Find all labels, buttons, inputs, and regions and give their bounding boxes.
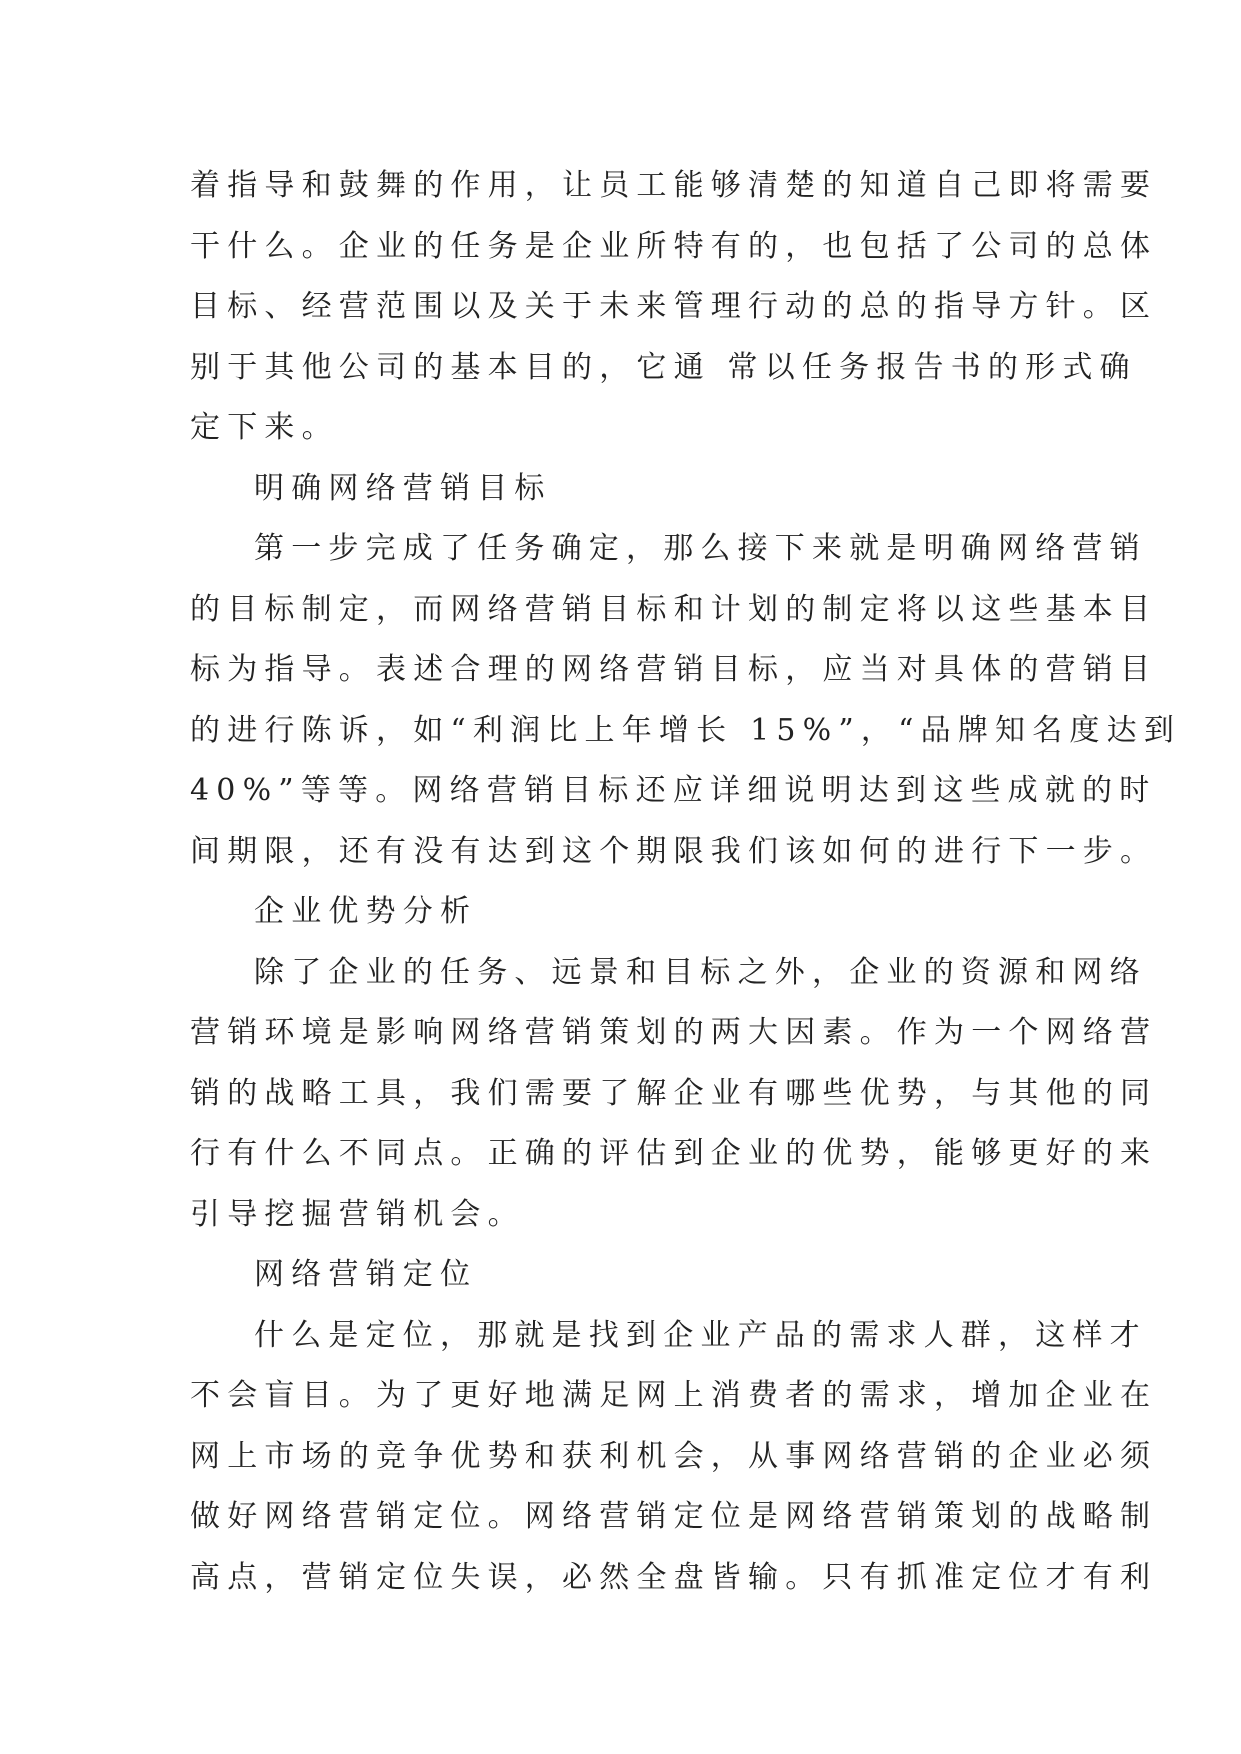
text-line: 别于其他公司的基本目的，它通 常以任务报告书的形式确 [190, 349, 1137, 385]
text-line: 网上市场的竞争优势和获利机会，从事网络营销的企业必须 [190, 1438, 1158, 1474]
text-line: 营销环境是影响网络营销策划的两大因素。作为一个网络营 [190, 1015, 1158, 1050]
paragraph-first-line: 什么是定位，那就是找到企业产品的需求人群，这样才 [254, 1317, 1147, 1353]
text-line: 40%”等等。网络营销目标还应详细说明达到这些成就的时 [190, 773, 1157, 808]
text-line: 不会盲目。为了更好地满足网上消费者的需求，增加企业在 [190, 1378, 1158, 1413]
section-heading: 企业优势分析 [254, 894, 478, 929]
text-line: 定下来。 [190, 410, 339, 445]
text-line: 标为指导。表述合理的网络营销目标，应当对具体的营销目 [190, 652, 1158, 687]
section-heading: 明确网络营销目标 [254, 470, 552, 506]
text-line: 的目标制定，而网络营销目标和计划的制定将以这些基本目 [190, 591, 1158, 627]
text-line: 着指导和鼓舞的作用，让员工能够清楚的知道自己即将需要 [190, 168, 1158, 203]
document-body [190, 156, 1182, 1608]
text-line: 引导挖掘营销机会。 [190, 1196, 525, 1232]
text-line: 干什么。企业的任务是企业所特有的，也包括了公司的总体 [190, 228, 1158, 264]
text-line: 目标、经营范围以及关于未来管理行动的总的指导方针。区 [190, 289, 1158, 324]
section-heading: 网络营销定位 [254, 1257, 478, 1292]
text-line: 间期限，还有没有达到这个期限我们该如何的进行下一步。 [190, 833, 1158, 869]
text-line: 行有什么不同点。正确的评估到企业的优势，能够更好的来 [190, 1136, 1158, 1171]
text-line: 的进行陈诉，如“利润比上年增长 15%”，“品牌知名度达到 [190, 712, 1182, 748]
paragraph-first-line: 第一步完成了任务确定，那么接下来就是明确网络营销 [254, 531, 1147, 566]
text-line: 高点，营销定位失误，必然全盘皆输。只有抓准定位才有利 [190, 1559, 1158, 1595]
text-line: 销的战略工具，我们需要了解企业有哪些优势，与其他的同 [190, 1075, 1158, 1111]
text-line: 做好网络营销定位。网络营销定位是网络营销策划的战略制 [190, 1499, 1158, 1534]
paragraph-first-line: 除了企业的任务、远景和目标之外，企业的资源和网络 [254, 954, 1147, 990]
